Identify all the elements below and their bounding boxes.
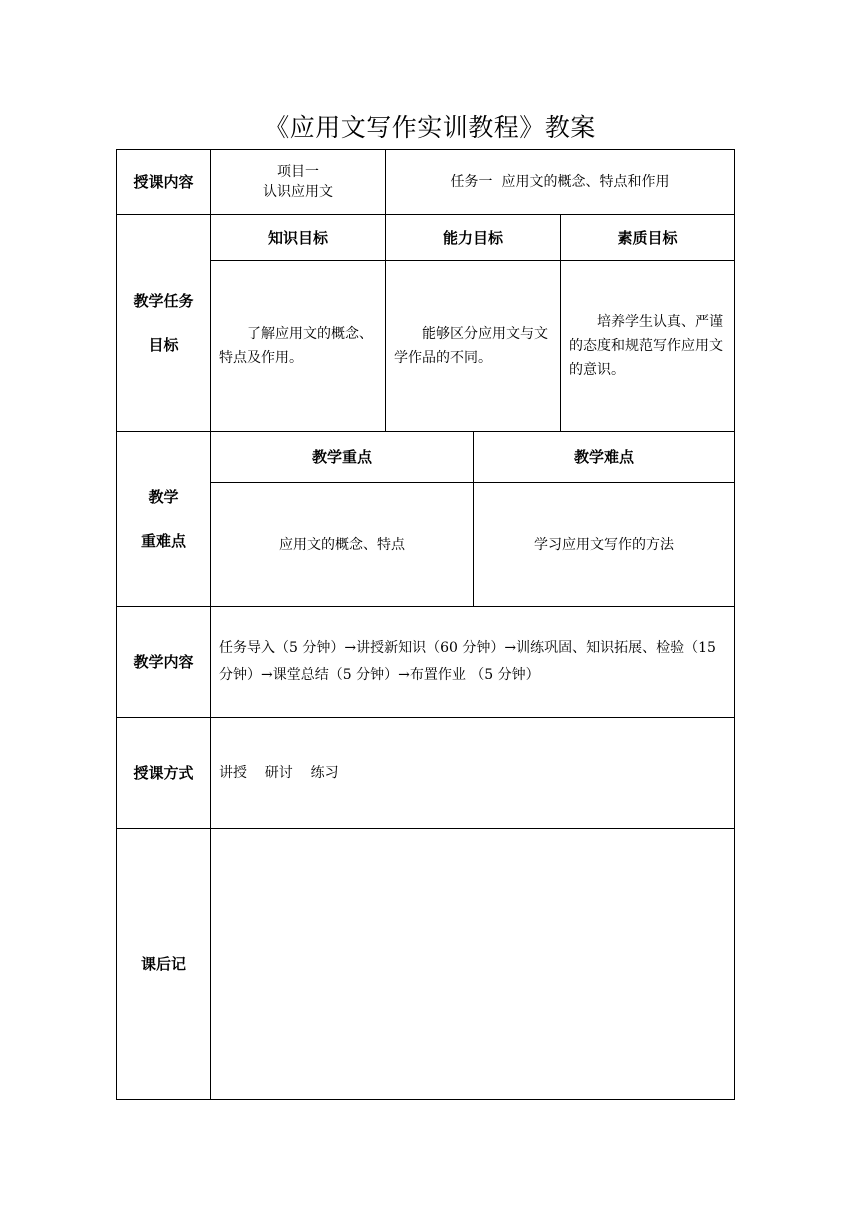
project-cell <box>210 149 385 214</box>
content-text: 任务导入（5 分钟）→讲授新知识（60 分钟）→训练巩固、知识拓展、检验（15 分钟）→课堂总结（5 分钟）→布置作业 （5 分钟） <box>219 640 716 683</box>
content-cell <box>210 606 735 717</box>
label-method <box>116 717 210 828</box>
header-quality-goal-text: 素质目标 <box>617 228 678 247</box>
label-method-text: 授课方式 <box>133 764 194 782</box>
header-ability-goal-text: 能力目标 <box>442 228 503 247</box>
label-teaching-content <box>116 149 210 214</box>
header-difficult-point <box>473 431 735 482</box>
header-key-point <box>210 431 473 482</box>
page-title: 《应用文写作实训教程》教案 <box>264 113 596 142</box>
key-point-text: 应用文的概念、特点 <box>279 536 405 553</box>
ability-goal-cell <box>385 260 560 431</box>
header-ability-goal <box>385 214 560 260</box>
project-line-2: 认识应用文 <box>263 184 333 200</box>
project-line-1: 项目一 <box>277 164 319 180</box>
key-point-cell <box>210 482 473 606</box>
task-cell <box>385 149 735 214</box>
label-objectives <box>116 214 210 431</box>
quality-goal-text: 培养学生认真、严谨的态度和规范写作应用文的意识。 <box>569 314 723 378</box>
label-content <box>116 606 210 717</box>
header-key-point-text: 教学重点 <box>311 448 372 466</box>
difficult-point-text: 学习应用文写作的方法 <box>534 536 674 553</box>
method-cell <box>210 717 735 828</box>
knowledge-goal-text: 了解应用文的概念、特点及作用。 <box>219 326 373 366</box>
header-knowledge-goal-text: 知识目标 <box>267 228 328 247</box>
task-text: 任务一 应用文的概念、特点和作用 <box>450 174 670 190</box>
header-difficult-point-text: 教学难点 <box>573 448 634 466</box>
label-objectives-line-2: 目标 <box>148 336 179 354</box>
header-quality-goal <box>560 214 735 260</box>
label-teaching-content-text: 授课内容 <box>133 173 194 191</box>
label-notes-text: 课后记 <box>140 955 186 973</box>
difficult-point-cell <box>473 482 735 606</box>
notes-cell[interactable] <box>210 828 735 1100</box>
knowledge-goal-cell <box>210 260 385 431</box>
label-notes <box>116 828 210 1100</box>
label-content-text: 教学内容 <box>133 653 194 671</box>
method-text: 讲授 研讨 练习 <box>219 765 339 781</box>
label-key-points <box>116 431 210 606</box>
label-key-points-line-1: 教学 <box>148 488 179 506</box>
label-key-points-line-2: 重难点 <box>140 532 186 550</box>
header-knowledge-goal <box>210 214 385 260</box>
ability-goal-text: 能够区分应用文与文学作品的不同。 <box>394 326 548 366</box>
label-objectives-line-1: 教学任务 <box>133 292 194 310</box>
quality-goal-cell <box>560 260 735 431</box>
